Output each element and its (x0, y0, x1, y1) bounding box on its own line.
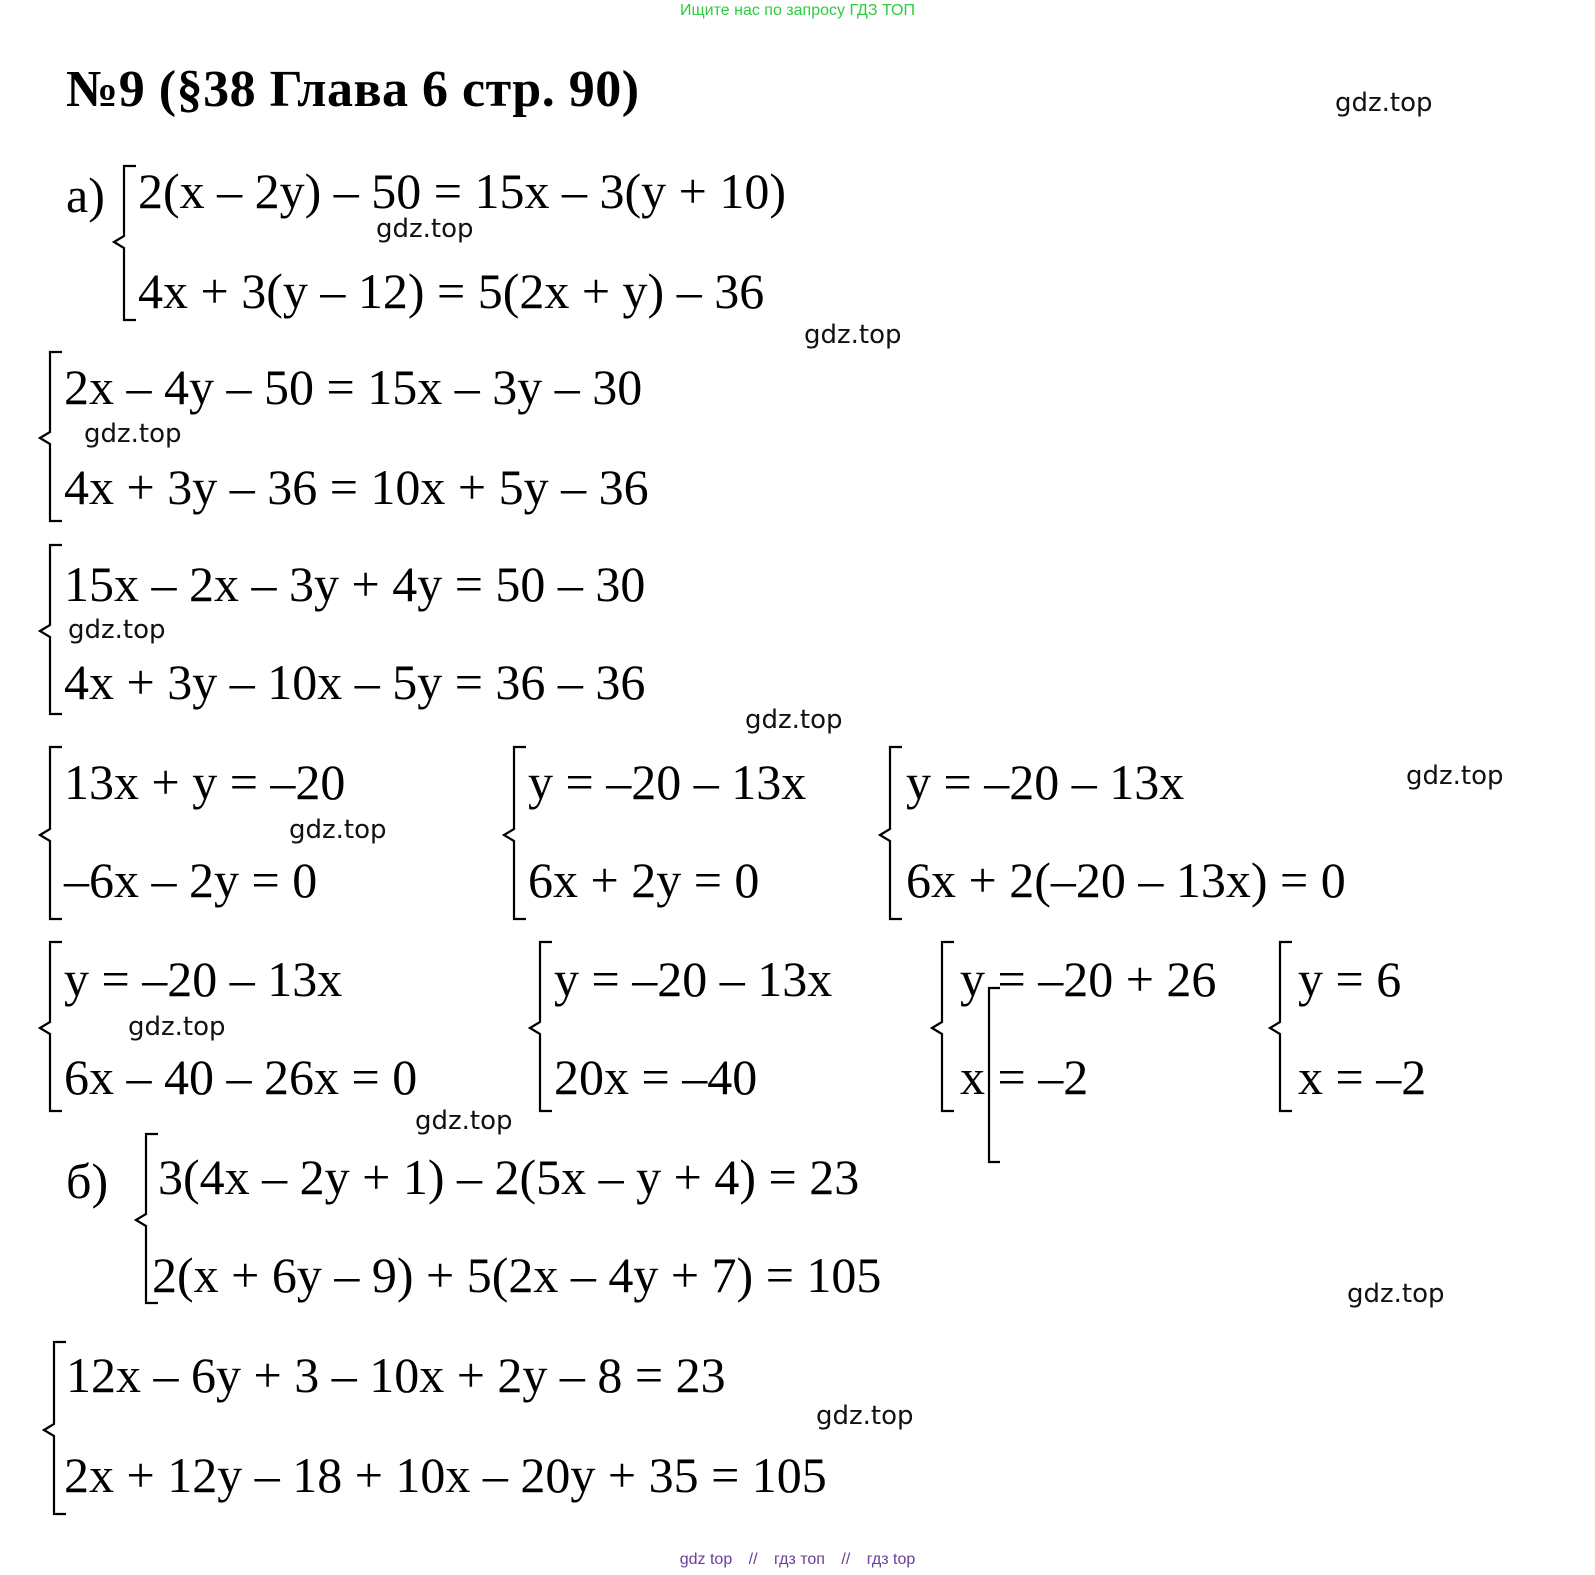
equation: 20x = –40 (554, 1049, 758, 1105)
watermark: gdz.top (816, 1401, 914, 1431)
equation: 15x – 2x – 3y + 4y = 50 – 30 (64, 556, 646, 612)
equation: y = –20 – 13x (64, 951, 343, 1007)
equation: 2(x + 6y – 9) + 5(2x – 4y + 7) = 105 (152, 1247, 882, 1303)
equation-system (878, 745, 1418, 923)
equation: 6x + 2(–20 – 13x) = 0 (906, 852, 1346, 908)
equation-system (38, 745, 438, 923)
equation: 13x + y = –20 (64, 754, 346, 810)
watermark: gdz.top (1335, 88, 1433, 118)
top-note: Ищите нас по запросу ГДЗ ТОП (680, 2, 915, 19)
brace-icon (1268, 940, 1298, 1115)
watermark: gdz.top (128, 1012, 226, 1042)
equation: 4x + 3(y – 12) = 5(2x + y) – 36 (138, 263, 765, 319)
footer-link[interactable]: gdz top (679, 1551, 733, 1568)
brace-icon (878, 745, 908, 923)
watermark: gdz.top (415, 1106, 513, 1136)
page-title: №9 (§38 Глава 6 стр. 90) (66, 61, 640, 118)
equation-system (930, 940, 1270, 1115)
watermark: gdz.top (804, 320, 902, 350)
equation: y = 6 (1298, 951, 1402, 1007)
watermark: gdz.top (1347, 1279, 1445, 1309)
equation: 3(4x – 2y + 1) – 2(5x – y + 4) = 23 (158, 1149, 860, 1205)
equation: 2(x – 2y) – 50 = 15x – 3(y + 10) (138, 163, 786, 219)
equation: y = –20 – 13x (906, 754, 1185, 810)
equation: –6x – 2y = 0 (64, 852, 318, 908)
equation-system (502, 745, 862, 923)
watermark: gdz.top (376, 214, 474, 244)
watermark: gdz.top (68, 615, 166, 645)
footer-link[interactable]: гдз топ (774, 1551, 825, 1568)
watermark: gdz.top (84, 419, 182, 449)
watermark: gdz.top (289, 815, 387, 845)
footer (0, 1551, 1595, 1569)
equation-system (528, 940, 888, 1115)
equation: x = –2 (960, 1049, 1089, 1105)
equation-system (112, 164, 892, 324)
equation: 4x + 3y – 10x – 5y = 36 – 36 (64, 654, 646, 710)
part-label-b: б) (66, 1153, 109, 1209)
equation: 2x + 12y – 18 + 10x – 20y + 35 = 105 (64, 1447, 827, 1503)
equation: y = –20 – 13x (528, 754, 807, 810)
brace-icon (930, 940, 960, 1115)
watermark: gdz.top (1406, 761, 1504, 791)
watermark: gdz.top (745, 705, 843, 735)
part-label-a: а) (66, 167, 105, 223)
footer-link[interactable]: гдз top (866, 1551, 916, 1568)
footer-separator: // (841, 1551, 851, 1568)
equation-system (38, 543, 738, 718)
equation-system (38, 350, 738, 525)
equation-system (38, 940, 478, 1115)
equation: 6x + 2y = 0 (528, 852, 760, 908)
equation: x = –2 (1298, 1049, 1427, 1105)
equation-system (42, 1340, 962, 1518)
equation: 12x – 6y + 3 – 10x + 2y – 8 = 23 (66, 1347, 726, 1403)
equation-system (1268, 940, 1468, 1115)
equation: y = –20 + 26 (960, 951, 1217, 1007)
equation: y = –20 – 13x (554, 951, 833, 1007)
footer-separator: // (748, 1551, 758, 1568)
equation: 6x – 40 – 26x = 0 (64, 1049, 418, 1105)
equation-system (134, 1132, 1004, 1307)
equation: 2x – 4y – 50 = 15x – 3y – 30 (64, 359, 643, 415)
equation: 4x + 3y – 36 = 10x + 5y – 36 (64, 459, 649, 515)
